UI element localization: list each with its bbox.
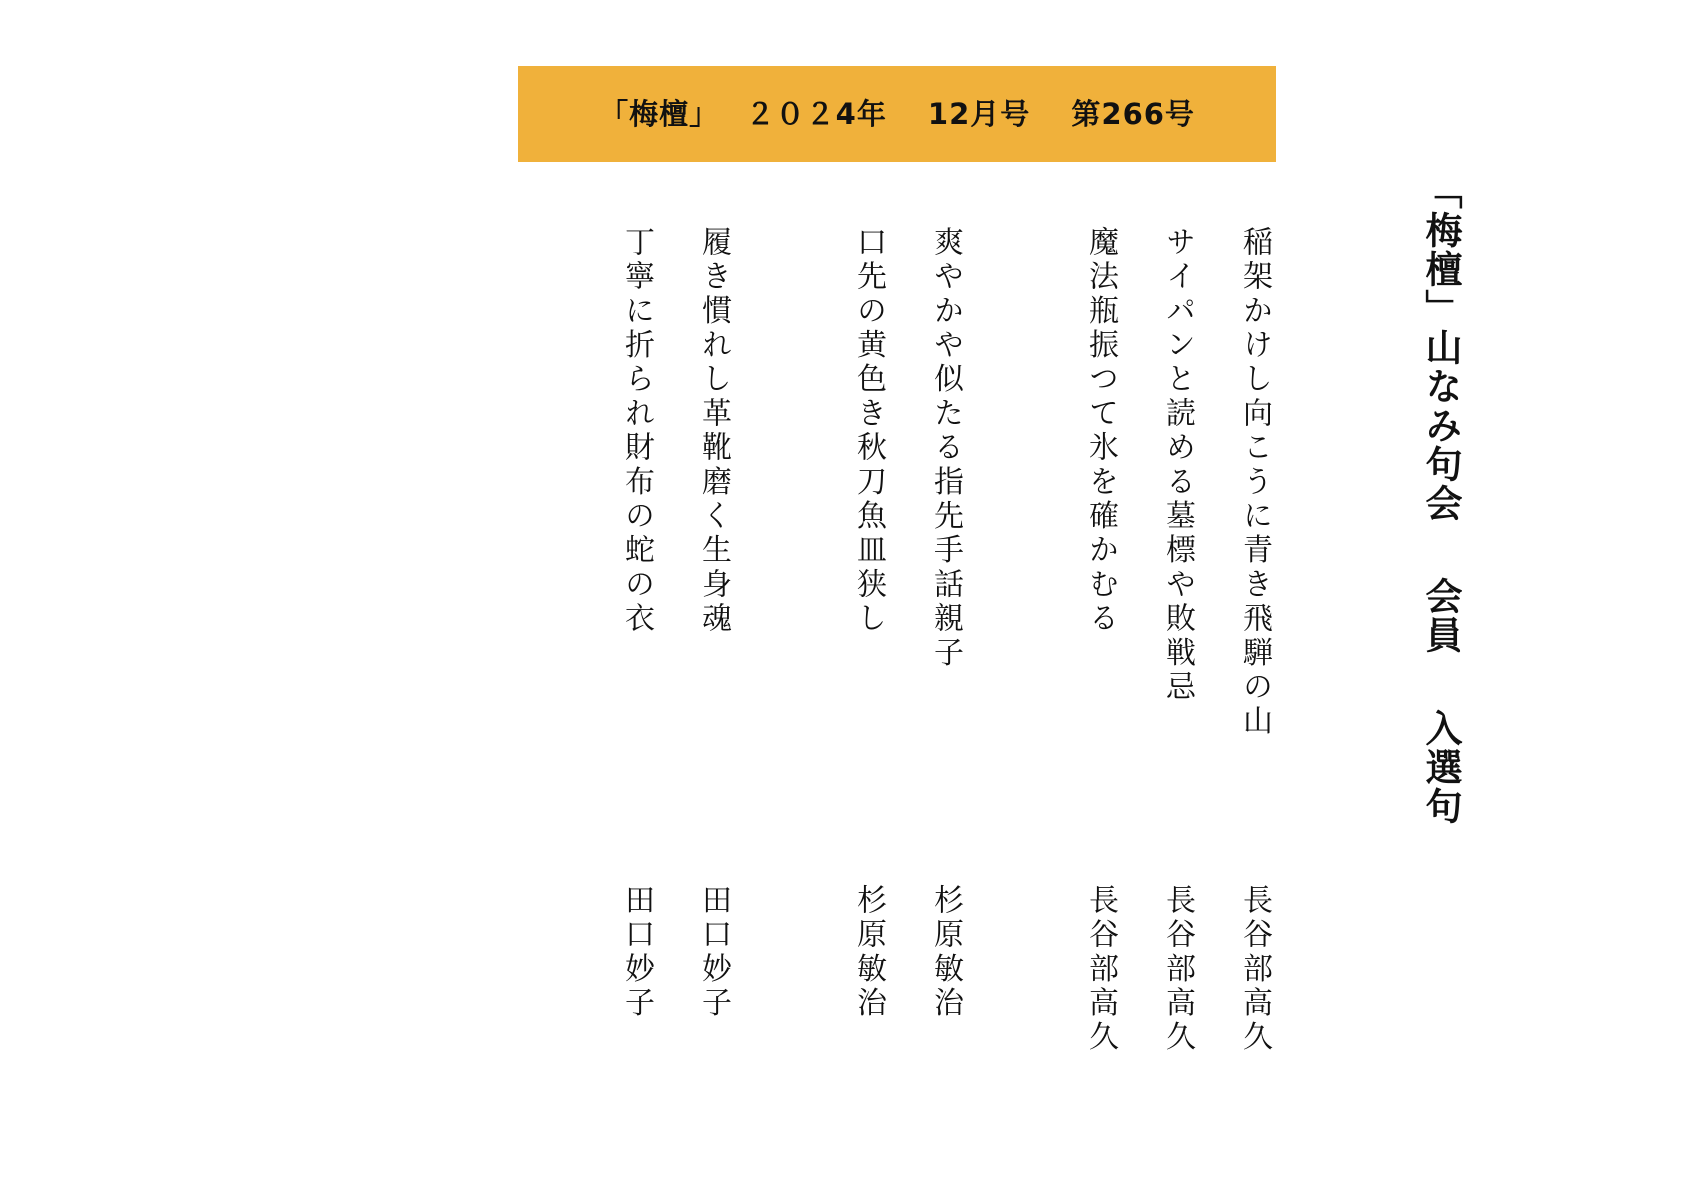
haiku-author: 杉原敏治 <box>928 884 963 1021</box>
issue-banner <box>518 66 1276 162</box>
page-title: 「梅檀」山なみ句会 会員 入選句 <box>1419 172 1462 826</box>
haiku-text: サイパンと読める墓標や敗戦忌 <box>1160 226 1195 705</box>
haiku-author: 田口妙子 <box>619 884 654 1021</box>
haiku-text: 口先の黄色き秋刀魚皿狭し <box>851 226 886 637</box>
haiku-text: 丁寧に折られ財布の蛇の衣 <box>619 226 654 637</box>
haiku-author: 長谷部高久 <box>1160 884 1195 1055</box>
haiku-author: 田口妙子 <box>696 884 731 1021</box>
haiku-text: 魔法瓶振つて氷を確かむる <box>1083 226 1118 637</box>
haiku-text: 履き慣れし革靴磨く生身魂 <box>696 226 731 637</box>
haiku-text: 爽やかや似たる指先手話親子 <box>928 226 963 671</box>
haiku-author: 長谷部高久 <box>1237 884 1272 1055</box>
haiku-author: 長谷部高久 <box>1083 884 1118 1055</box>
issue-banner-text: 「梅檀」 ２０２4年 12月号 第266号 <box>599 97 1195 131</box>
haiku-text: 稲架かけし向こうに青き飛騨の山 <box>1237 226 1272 739</box>
haiku-author: 杉原敏治 <box>851 884 886 1021</box>
